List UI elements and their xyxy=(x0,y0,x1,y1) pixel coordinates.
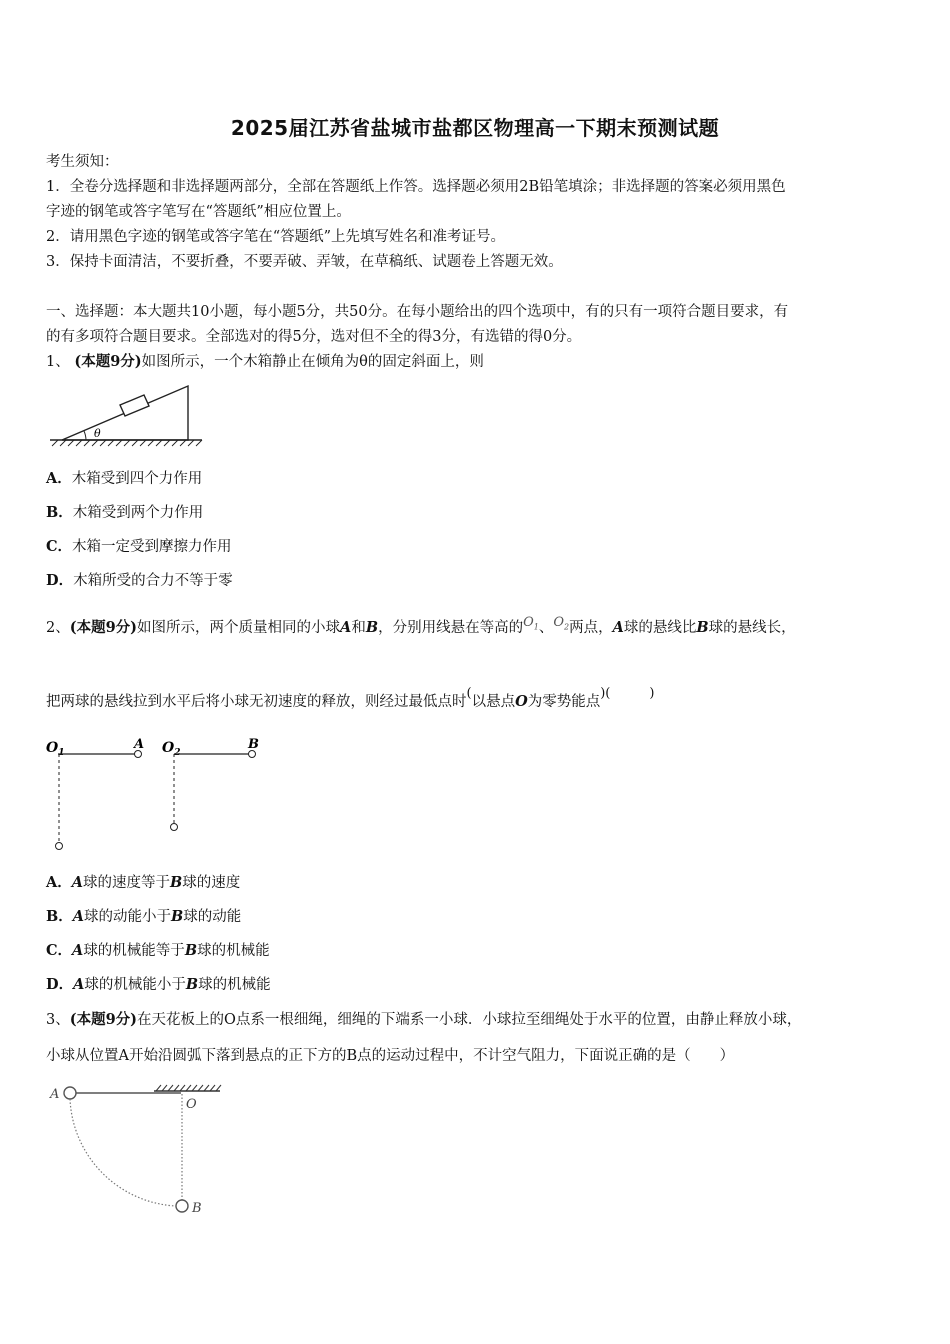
question-2-option-c[interactable] xyxy=(46,941,270,961)
question-1-option-b[interactable] xyxy=(46,503,203,523)
q2-var: B xyxy=(696,619,709,636)
option-label: B． xyxy=(46,504,73,521)
q2-var: A xyxy=(612,619,624,636)
ceiling-hatching xyxy=(156,1085,221,1091)
fig-b-label: B xyxy=(248,737,259,752)
question-2-number: 2、 xyxy=(46,620,70,636)
o1-symbol xyxy=(523,615,539,630)
q2-var: A xyxy=(340,619,352,636)
q2-text: ，分别用线悬在等高的 xyxy=(378,620,524,636)
option-label: A． xyxy=(46,470,72,487)
option-label: B． xyxy=(46,908,73,925)
option-text: 木箱受到四个力作用 xyxy=(71,471,203,487)
question-3-tag: (本题9分) xyxy=(69,1011,138,1028)
pendulum-arc-figure xyxy=(48,1082,228,1222)
question-1-option-a[interactable] xyxy=(46,469,202,489)
fig-o2-label: $O_2$ xyxy=(162,740,181,758)
o1-sub: 1 xyxy=(533,622,539,632)
notice-item-2: 2．请用黑色字迹的钢笔或答字笔在“答题纸”上先填写姓名和准考证号。 xyxy=(46,229,506,245)
notice-item-3: 3．保持卡面清洁，不要折叠，不要弄破、弄皱，在草稿纸、试题卷上答题无效。 xyxy=(46,254,563,270)
ground-hatching xyxy=(52,440,202,446)
q2-var: B xyxy=(365,619,379,636)
ball-position-b xyxy=(176,1200,188,1212)
option-label: C． xyxy=(46,538,73,555)
question-2-tag: (本题9分) xyxy=(69,619,138,636)
option-text: 木箱一定受到摩擦力作用 xyxy=(72,539,232,555)
q2-paren: )( xyxy=(600,686,611,701)
option-var: B xyxy=(185,976,199,993)
question-1-stem xyxy=(46,352,484,372)
arc-path-dotted xyxy=(70,1099,176,1206)
question-1-text: 如图所示，一个木箱静止在倾角为θ的固定斜面上，则 xyxy=(141,354,484,370)
q2-text: 把两球的悬线拉到水平后将小球无初速度的释放，则经过最低点时 xyxy=(46,694,467,710)
option-text: 球的机械能 xyxy=(197,943,270,959)
incline-figure xyxy=(46,384,206,454)
section-instructions-line-2: 的有多项符合题目要求。全部选对的得5分，选对但不全的得3分，有选错的得0分。 xyxy=(46,329,582,345)
notice-item-1-cont: 字迹的钢笔或答字笔写在“答题纸”相应位置上。 xyxy=(46,204,351,220)
option-var: A xyxy=(73,976,85,993)
option-label: A． xyxy=(46,874,72,891)
fig3-b-label: B xyxy=(192,1201,202,1216)
ball-a-low xyxy=(56,843,63,850)
option-var: B xyxy=(184,942,198,959)
option-text: 球的速度等于 xyxy=(83,875,171,891)
option-text: 球的机械能小于 xyxy=(84,977,186,993)
option-var: A xyxy=(72,908,85,925)
question-2-stem-line-1 xyxy=(46,615,796,644)
question-2-option-d[interactable] xyxy=(46,975,271,995)
o2-letter: O xyxy=(553,615,565,630)
ball-b-low xyxy=(171,824,178,831)
question-1-tag: (本题9分) xyxy=(74,353,142,370)
question-2-option-b[interactable] xyxy=(46,907,241,927)
pendulum-pair-figure xyxy=(44,734,274,856)
question-2-stem-line-2 xyxy=(46,686,655,713)
option-text: 球的动能 xyxy=(183,909,242,925)
option-label: C． xyxy=(46,942,73,959)
notice-heading: 考生须知： xyxy=(46,154,119,170)
question-3-stem-line-1 xyxy=(46,1010,801,1030)
option-var: A xyxy=(71,874,84,891)
option-text: 木箱受到两个力作用 xyxy=(72,505,204,521)
fig3-a-label: A xyxy=(50,1087,60,1102)
question-1-option-c[interactable] xyxy=(46,537,232,557)
question-3-stem-line-2: 小球从位置A开始沿圆弧下落到悬点的正下方的B点的运动过程中，不计空气阻力，下面说正确的是（ ） xyxy=(46,1048,735,1064)
question-1-number: 1、 xyxy=(46,354,70,370)
q2-text: 球的悬线比 xyxy=(623,620,697,636)
option-var: A xyxy=(72,942,84,959)
q2-paren: ( xyxy=(466,686,472,701)
option-text: 球的速度 xyxy=(182,875,241,891)
question-2-option-a[interactable] xyxy=(46,873,240,893)
option-text: 球的机械能等于 xyxy=(83,943,185,959)
q2-text: 如图所示，两个质量相同的小球 xyxy=(137,620,341,636)
q2-text: 、 xyxy=(538,620,554,636)
q3-text: 在天花板上的O点系一根细绳，细绳的下端系一小球．小球拉至细绳处于水平的位置，由静止释放小球， xyxy=(137,1012,802,1028)
page-title: 2025届江苏省盐城市盐都区物理高一下期末预测试题 xyxy=(230,116,720,140)
question-3-number: 3、 xyxy=(46,1012,70,1028)
wooden-box xyxy=(120,395,149,416)
q2-text: 为零势能点 xyxy=(527,694,601,710)
option-text: 木箱所受的合力不等于零 xyxy=(73,573,233,589)
option-var: B xyxy=(171,908,184,925)
fig-a-label: A xyxy=(134,737,145,752)
option-var: B xyxy=(170,874,183,891)
q2-text: 两点， xyxy=(569,620,613,636)
ball-position-a xyxy=(64,1087,76,1099)
o2-sub: 2 xyxy=(564,622,570,632)
fig3-o-label: O xyxy=(186,1097,197,1112)
q2-text: 和 xyxy=(351,620,366,636)
fig-o1-label: $O_1$ xyxy=(46,740,65,758)
notice-item-1: 1．全卷分选择题和非选择题两部分，全部在答题纸上作答。选择题必须用2B铅笔填涂；非选择题的答案必须用黑色 xyxy=(46,179,786,195)
answer-blank: ) xyxy=(610,686,655,701)
option-label: D． xyxy=(46,572,74,589)
option-label: D． xyxy=(46,976,74,993)
question-1-option-d[interactable] xyxy=(46,571,233,591)
option-text: 球的动能小于 xyxy=(84,909,172,925)
o2-symbol xyxy=(553,615,569,630)
o1-letter: O xyxy=(523,615,534,630)
q2-var: O xyxy=(515,693,528,710)
angle-arc xyxy=(84,431,86,440)
angle-theta-label: θ xyxy=(94,427,101,440)
section-instructions-line-1: 一、选择题：本大题共10小题，每小题5分，共50分。在每小题给出的四个选项中，有的只有一项符合题目要求，有 xyxy=(46,304,789,320)
option-text: 球的机械能 xyxy=(198,977,271,993)
q2-text: 以悬点 xyxy=(471,694,516,710)
q2-text: 球的悬线长， xyxy=(708,620,796,636)
